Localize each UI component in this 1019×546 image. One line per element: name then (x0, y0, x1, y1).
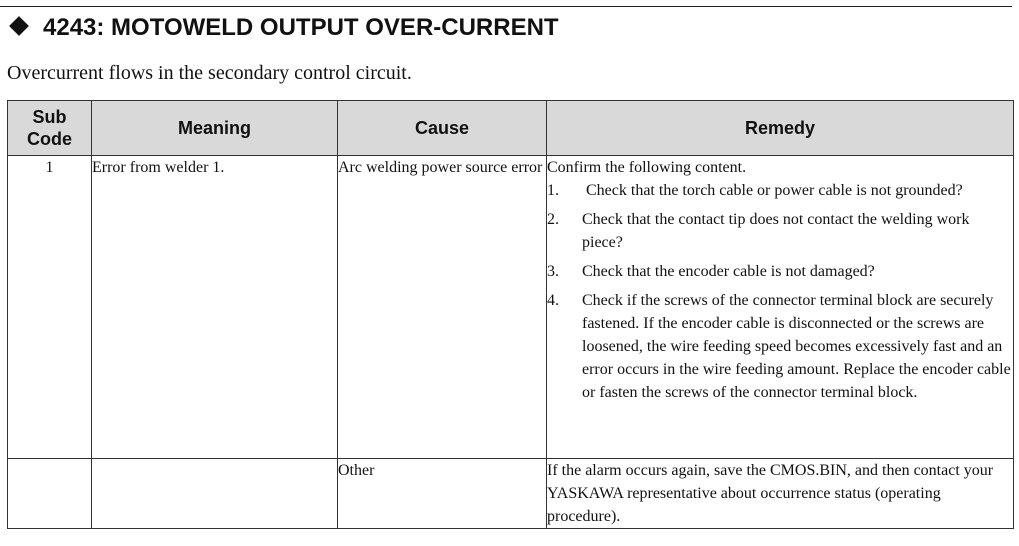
top-rule (0, 6, 1012, 7)
alarm-table (7, 100, 1014, 529)
remedy-step-text: Check if the screws of the connector terminal block are securely fastened. If the encoder cable is disconnected or the screws are loosened, the wire feeding speed becomes excessively fast and an error occurs in the wire feeding amount. Replace the encoder cable or fasten the screws of the connector terminal block. (582, 292, 1011, 401)
header-meaning: Meaning (92, 101, 338, 156)
table-row (8, 459, 1014, 529)
table-header-row (8, 101, 1014, 156)
cell-cause: Arc welding power source error (338, 156, 547, 459)
header-remedy: Remedy (547, 101, 1014, 156)
header-subcode-line2: Code (27, 129, 72, 149)
remedy-step-text: Check that the contact tip does not contact the welding work piece? (582, 211, 970, 251)
cell-cause: Other (338, 459, 547, 529)
page-description: Overcurrent flows in the secondary control circuit. (7, 62, 412, 84)
cell-meaning (92, 459, 338, 529)
remedy-step (547, 260, 1013, 283)
remedy-steps (547, 179, 1013, 404)
remedy-intro: If the alarm occurs again, save the CMOS.BIN, and then contact your YASKAWA representative about occurrence status (operating procedure). (547, 462, 994, 525)
cell-remedy (547, 156, 1014, 459)
cell-remedy (547, 459, 1014, 529)
remedy-step-number: 4. (547, 292, 559, 309)
header-subcode (8, 101, 92, 156)
remedy-step (547, 179, 1013, 202)
page-title: 4243: MOTOWELD OUTPUT OVER-CURRENT (43, 14, 559, 41)
remedy-step (547, 289, 1013, 404)
remedy-step-number: 3. (547, 263, 559, 280)
header-subcode-line1: Sub (32, 107, 67, 127)
remedy-intro: Confirm the following content. (547, 159, 747, 176)
remedy-step-number: 1. (547, 182, 559, 199)
diamond-bullet-icon (9, 16, 29, 36)
remedy-step-number: 2. (547, 211, 559, 228)
cell-subcode: 1 (8, 156, 92, 459)
remedy-step-text: Check that the encoder cable is not damaged? (582, 263, 875, 280)
table-row (8, 156, 1014, 459)
cell-meaning: Error from welder 1. (92, 156, 338, 459)
header-cause: Cause (338, 101, 547, 156)
remedy-step-text: Check that the torch cable or power cable is not grounded? (582, 182, 963, 199)
page-heading (8, 13, 559, 43)
remedy-step (547, 208, 1013, 254)
cell-subcode (8, 459, 92, 529)
